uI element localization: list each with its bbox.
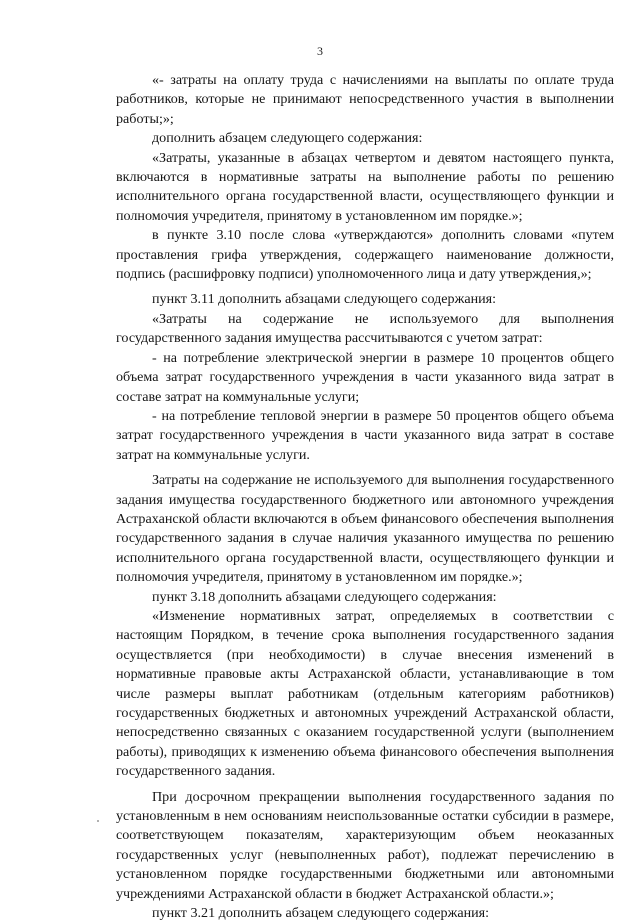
paragraph-normative-costs-change: «Изменение нормативных затрат, определяемых в соответствии с настоящим Порядком, в течение срока выполнения государственного задания осуществляется (при необходимости) в случае внесения изменений в нормативные правовые акты Астраханской области, устанавливающие в том числе размеры выплат работникам (отдельным категориям работников) государственных бюджетных и автономных учреждений Астраханской области, непосредственно связанных с оказанием государственной услуги (выполнением работы), приводящих к изменению объема финансового обеспечения выполнения государственного задания.	[116, 607, 614, 780]
scan-speck	[97, 820, 99, 822]
paragraph-point-3-21: пункт 3.21 дополнить абзацем следующего содержания:	[152, 905, 490, 922]
paragraph-unused-property-financing: Затраты на содержание не используемого для выполнения государственного задания имущества государственного бюджетного или автономного учреждения Астраханской области включаются в объем финансового обеспечения выполнения государственного задания в случае наличия указанного имущества по решению исполнительного органа государственной власти, осуществляющего функции и полномочия учредителя, принятому в установленном им порядке.»;	[116, 472, 614, 586]
document-body	[116, 71, 614, 923]
paragraph-point-3-18: пункт 3.18 дополнить абзацами следующего содержания:	[152, 588, 497, 605]
paragraph-early-termination: При досрочном прекращении выполнения государственного задания по установленным в нем основаниям неиспользованные остатки субсидии в размере, соответствующем показателям, характеризующим объем неоказанных государственных услуг (невыполненных работ), подлежат перечислению в установленном порядке государственными бюджетными или автономными учреждениями Астраханской области в бюджет Астраханской области.»;	[116, 788, 614, 902]
paragraph-point-3-10: в пункте 3.10 после слова «утверждаются» дополнить словами «путем проставления грифа утверждения, содержащего наименование должности, подпись (расшифровку подписи) уполномоченного лица и дату утверждения,»;	[116, 227, 614, 283]
paragraph-add-clause: дополнить абзацем следующего содержания:	[152, 130, 423, 147]
paragraph-unused-property: «Затраты на содержание не используемого для выполнения государственного задания имущества рассчитываются с учетом затрат:	[116, 310, 614, 347]
paragraph-electric-energy: - на потребление электрической энергии в размере 10 процентов общего объема затрат государственного учреждения в части указанного вида затрат в составе затрат на коммунальные услуги;	[116, 349, 614, 405]
paragraph-thermal-energy: - на потребление тепловой энергии в размере 50 процентов общего объема затрат государственного учреждения в части указанного вида затрат в составе затрат на коммунальные услуги.	[116, 407, 614, 463]
paragraph-labor-costs: «- затраты на оплату труда с начислениями на выплаты по оплате труда работников, которые не принимают непосредственного участия в выполнении работы;»;	[116, 72, 614, 127]
paragraph-costs-included: «Затраты, указанные в абзацах четвертом и девятом настоящего пункта, включаются в нормативные затраты на выполнение работы по решению исполнительного органа государственной власти, осуществляющего функции и полномочия учредителя, принятому в установленном им порядке.»;	[116, 149, 614, 224]
paragraph-point-3-11: пункт 3.11 дополнить абзацами следующего содержания:	[152, 291, 497, 308]
page-number: 3	[317, 44, 323, 58]
